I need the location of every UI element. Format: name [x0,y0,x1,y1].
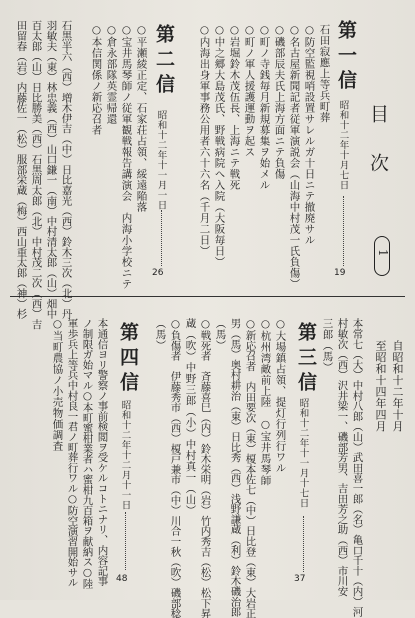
page-number-48: 48 [116,574,128,584]
volume-badge [374,236,390,276]
page-number-37: 37 [294,574,306,584]
toc-entry: ○町ノ軍人援護運動ヲ起ス [243,24,256,158]
toc-entry: 軍歩兵上等兵中村良一君ノ町葬行ワル○防空演習開始サル [66,318,79,588]
leader-dots [303,516,304,572]
toc-entry: 三郎（馬） [321,318,334,373]
toc-entry: 石田寂應上等兵町葬 [318,24,331,123]
toc-entry: ○防空監視哨設置サレルガ十日ニテ撤廃サル [303,24,316,246]
toc-entry: ノ制限ガ始マル○本町蜜柑業者ハ蜜柑九百箱ヲ献納ス○陸 [81,318,94,589]
toc-entry: ○杭州湾敵前上陸 ○宝井馬琴師 [259,318,272,486]
toc-entry: ○新応召者 内田要次（東）榎本佐七（中）日比登（東）大岩正 [244,318,257,618]
leader-dots [343,196,344,266]
toc-entry: 村敏次（西）沢井梁一、磯部芳男、吉田芳之助（西）市川安 [336,318,349,597]
leader-dots [161,210,162,266]
page-title: 目次 [367,104,389,202]
toc-entry: 田留春（岩）内藤佐一（松）服部栄蔵（梅）西山重太郎（神）杉 [15,20,28,319]
chapter-2-title: 第二信 [153,24,175,99]
toc-entry: （馬） [214,318,227,351]
chapter-2-date: 昭和十二年十一月一日 [155,110,167,210]
toc-entry: ○負傷者 伊藤秀市（西）榎戸兼市（中）川合一秋（吹）磯部稔 [169,318,182,618]
chapter-3-date: 昭和十二年十一月十七日 [297,398,309,508]
toc-entry: 羽敏夫（東）林忠義（西）山口鎌一（南）中村清太郎（山）畑中 [45,20,58,319]
toc-entry: ○岩堀鈴木茂伍長、上海ニテ戦死 [228,24,241,191]
toc-entry: 本常七（大）中村八郎（山）武田喜一郎（名）亀口千十（内）河 [351,318,364,617]
page-number-26: 26 [152,268,164,278]
period-end: 至昭和十四年四月 [374,340,387,432]
toc-entry: ○町ノ寺銭毎月新規募集ヲ始メル [258,24,271,191]
toc-entry: ○当町農協ノ小売物価調査 [51,318,64,452]
chapter-1-date: 昭和十二年十月七日 [337,100,349,190]
volume-number: 1 [376,249,390,257]
toc-entry: ○本信関係ノ新応召者 [90,24,103,136]
chapter-4-title: 第四信 [117,322,139,397]
toc-entry: 本通信ヨリ警察ノ事前検閲ヲ受ケルコトニナリ、内容記事 [96,318,109,586]
page-number-19: 19 [334,268,346,278]
period-start: 自昭和十二年十月 [391,340,404,432]
toc-entry: 百太郎（山）日比勝美（西）石黒周太郎（北）中村茂二次（西）吉 [30,20,43,330]
toc-entry: （馬） [154,318,167,351]
toc-entry: ○磯部辰夫氏上海方面ニテ負傷 [273,24,286,180]
toc-entry: 男（馬）奥村耕治（東）日比秀（西）浅野謙蔵（利）鈴木磯治郎 [229,318,242,617]
chapter-3-title: 第三信 [295,322,317,397]
toc-entry: 蔵（吹）中野三郎（小）中村真一（山） [184,318,197,516]
leader-dots [125,512,126,570]
chapter-4-date: 昭和十二年十二月十一日 [119,400,131,510]
toc-entry: ○名古屋新聞記者従軍演説会（山海中村茂一氏負傷） [288,24,301,290]
toc-entry: ○戦死者 斉藤喜巳（内）鈴木栄明（岩）竹内秀吉（松）松下昇 [199,318,212,618]
toc-entry: ○宝井馬琴師ノ従軍観戦報告講演会 内海小学校ニテ [120,24,133,290]
toc-entry: ○内海出身軍事務公用者六十六名（千月二日） [198,24,211,257]
chapter-1-title: 第一信 [335,20,357,95]
toc-entry: ○倉永部隊英霊帰還 [105,24,118,125]
toc-entry: ○中之郷大島茂氏、野戦病院へ入院（大阪毎日） [213,24,226,268]
toc-entry: ○平瀬綾正定、石家荘占領、綏遠陥落 [135,24,148,213]
toc-entry: ○大場鎮占領、提灯行列行ワル [274,318,287,474]
toc-entry: 石黒半六（西）増木伊吉（中）日比嘉光（西）鈴木三次（北）丹 [60,20,73,319]
